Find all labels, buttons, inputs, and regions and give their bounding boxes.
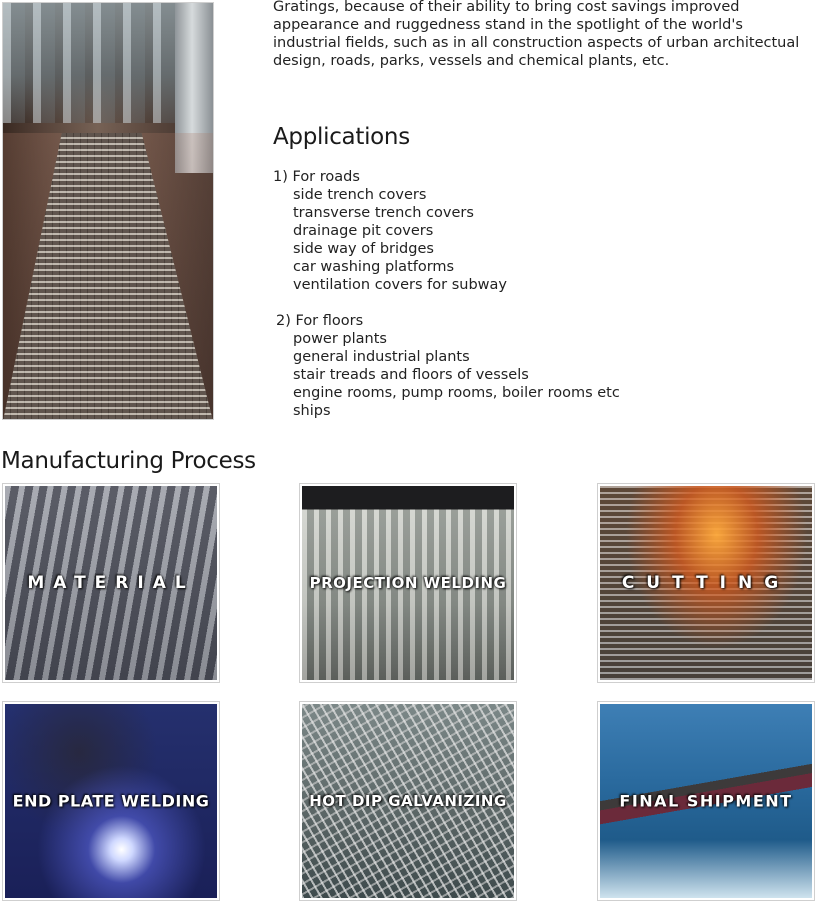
process-caption: FINAL SHIPMENT xyxy=(619,791,793,811)
intro-paragraph: Gratings, because of their ability to bring cost savings improved appearance and ruggedness stand in the spotlight of the world's industrial fields, such as in all construction aspects of urban architectual design, roads, parks, vessels and chemical plants, etc. xyxy=(273,0,800,69)
roads-heading: 1) For roads xyxy=(273,169,360,185)
list-item: ventilation covers for subway xyxy=(293,277,507,293)
process-material-image xyxy=(2,483,220,683)
process-cutting-image xyxy=(597,483,815,683)
applications-roads-group xyxy=(273,168,507,294)
list-item: general industrial plants xyxy=(293,349,470,365)
process-caption: END PLATE WELDING xyxy=(12,791,210,811)
process-projection-welding-image xyxy=(299,483,517,683)
process-caption: MATERIAL xyxy=(27,573,195,593)
process-hot-dip-galvanizing-image xyxy=(299,701,517,901)
floors-list xyxy=(276,330,620,420)
process-final-shipment-image xyxy=(597,701,815,901)
process-caption: HOT DIP GALVANIZING xyxy=(309,792,507,810)
list-item: side way of bridges xyxy=(293,241,434,257)
list-item: side trench covers xyxy=(293,187,427,203)
list-item: stair treads and floors of vessels xyxy=(293,367,529,383)
process-end-plate-welding-image xyxy=(2,701,220,901)
process-caption: PROJECTION WELDING xyxy=(309,574,507,592)
list-item: car washing platforms xyxy=(293,259,455,275)
applications-floors-group xyxy=(276,312,620,420)
applications-heading: Applications xyxy=(273,124,410,150)
list-item: ships xyxy=(293,403,331,419)
process-caption: CUTTING xyxy=(621,573,791,593)
list-item: transverse trench covers xyxy=(293,205,474,221)
manufacturing-process-heading: Manufacturing Process xyxy=(1,448,256,474)
list-item: drainage pit covers xyxy=(293,223,434,239)
floors-heading: 2) For floors xyxy=(276,313,364,329)
list-item: power plants xyxy=(293,331,387,347)
roads-list xyxy=(273,186,507,294)
grating-floor-photo xyxy=(2,2,214,420)
list-item: engine rooms, pump rooms, boiler rooms etc xyxy=(293,385,620,401)
